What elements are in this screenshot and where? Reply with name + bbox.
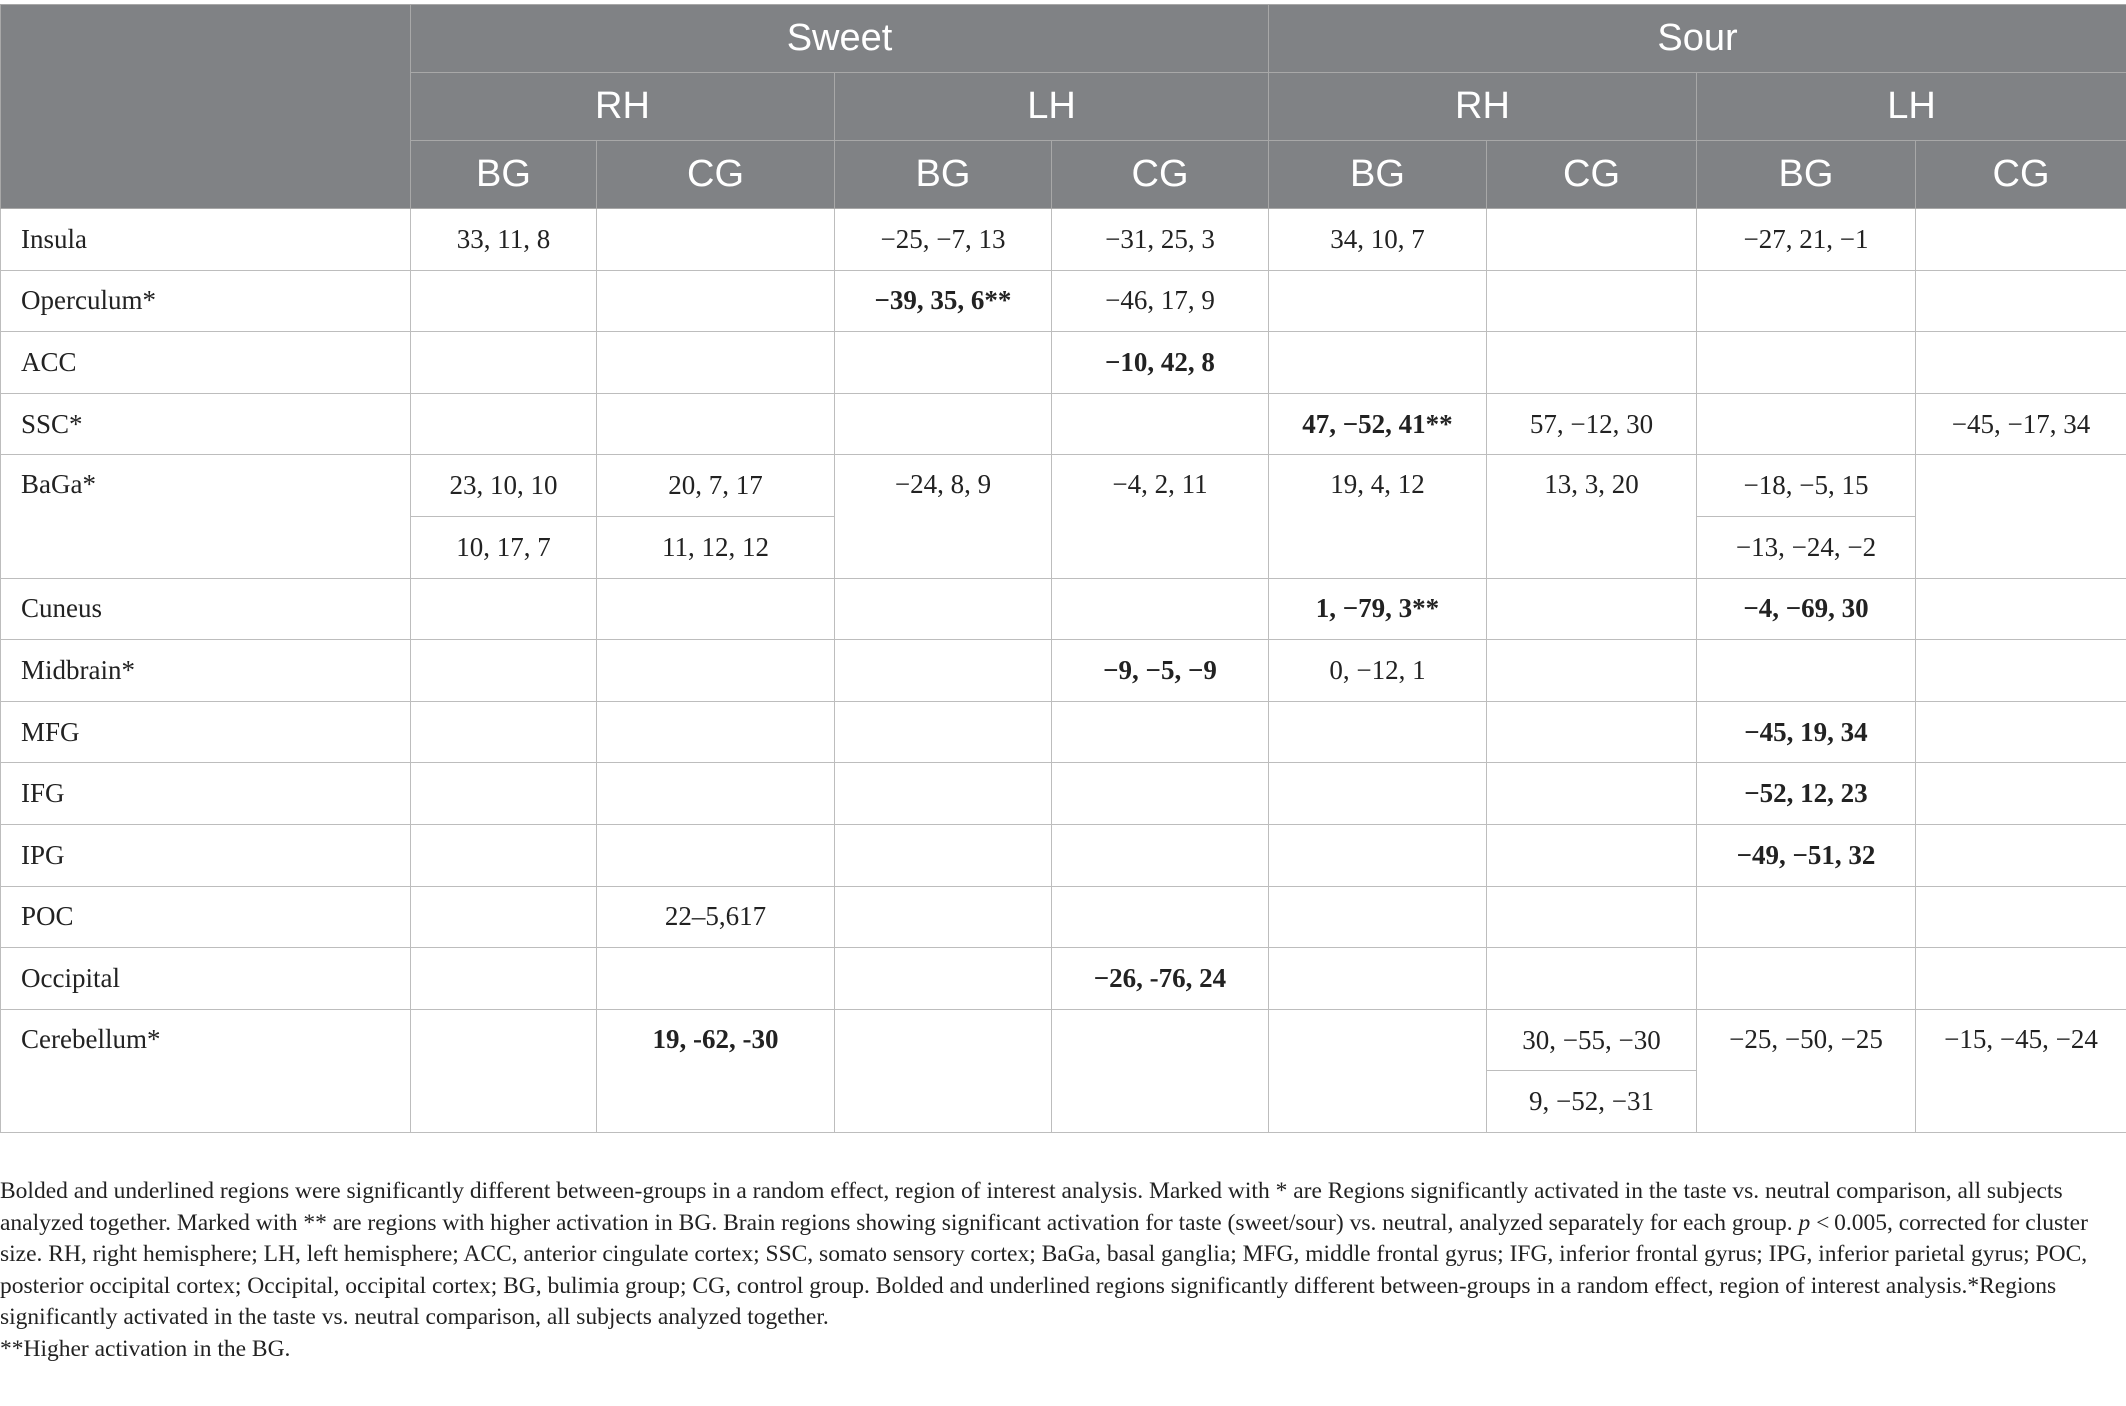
value-cell: [1916, 948, 2126, 1010]
region-cell: IPG: [1, 824, 411, 886]
value-cell: [1052, 393, 1269, 455]
region-cell: Cuneus: [1, 578, 411, 640]
value-cell: [411, 886, 597, 948]
value-cell: [1487, 763, 1697, 825]
value-cell: −46, 17, 9: [1052, 270, 1269, 332]
value-cell: [1269, 763, 1487, 825]
value-cell: [411, 393, 597, 455]
footnote-second: **Higher activation in the BG.: [0, 1335, 291, 1362]
table-footnote: [0, 1176, 2120, 1365]
value-cell: [411, 640, 597, 702]
value-cell: [1487, 701, 1697, 763]
value-cell: [1916, 886, 2126, 948]
value-cell: [1052, 886, 1269, 948]
value-cell: 19, -62, -30: [597, 1009, 835, 1132]
value-cell: [411, 578, 597, 640]
value-cell: [597, 763, 835, 825]
header-hemisphere: RH: [1269, 73, 1697, 141]
header-subgroup: BG: [1269, 141, 1487, 209]
table-body: [1, 209, 2126, 1133]
region-cell: Midbrain*: [1, 640, 411, 702]
value-cell: −4, 2, 11: [1052, 455, 1269, 578]
value-cell: −13, −24, −2: [1697, 516, 1916, 578]
table-row: [1, 763, 2126, 825]
value-cell: [597, 209, 835, 271]
value-cell: [1052, 578, 1269, 640]
value-cell: −27, 21, −1: [1697, 209, 1916, 271]
value-cell: [835, 332, 1052, 394]
table-row: [1, 886, 2126, 948]
region-cell: IFG: [1, 763, 411, 825]
table-row: [1, 701, 2126, 763]
value-cell: [1269, 1009, 1487, 1132]
table-row: [1, 1009, 2126, 1071]
header-subgroup: CG: [1916, 141, 2126, 209]
value-cell: [1269, 824, 1487, 886]
value-cell: [1487, 209, 1697, 271]
value-cell: [1697, 393, 1916, 455]
value-cell: [1487, 578, 1697, 640]
region-cell: ACC: [1, 332, 411, 394]
footnote-text-1: Bolded and underlined regions were significantly different between-groups in a random effect, region of interest analysis. Marked with * are Regions significantly activated in the taste vs. neutral comparison, all subjects analyzed together. Marked with ** are regions with higher activation in BG. Brain regions showing significant activation for taste (sweet/sour) vs. neutral, analyzed separately for each group.: [0, 1178, 2063, 1236]
table-row: [1, 948, 2126, 1010]
value-cell: 23, 10, 10: [411, 455, 597, 517]
value-cell: [1697, 332, 1916, 394]
value-cell: [1916, 701, 2126, 763]
value-cell: [597, 578, 835, 640]
header-hemisphere: LH: [1697, 73, 2126, 141]
footnote-p-symbol: p: [1798, 1209, 1811, 1236]
footnote-text-2: < 0.005, corrected for cluster size. RH, right hemisphere; LH, left hemisphere; ACC, anterior cingulate cortex; SSC, somato sensory cortex; BaGa, basal ganglia; MFG, middle frontal gyrus; IFG, inferior frontal gyrus; IPG, inferior parietal gyrus; POC, posterior occipital cortex; Occipital, occipital cortex; BG, bulimia group; CG, control group. Bolded and underlined regions significantly different between-groups in a random effect, region of interest analysis.*Regions significantly activated in the taste vs. neutral comparison, all subjects analyzed together.: [0, 1209, 2088, 1330]
value-cell: [1052, 701, 1269, 763]
value-cell: −49, −51, 32: [1697, 824, 1916, 886]
value-cell: [597, 948, 835, 1010]
value-cell: 34, 10, 7: [1269, 209, 1487, 271]
table-row: [1, 393, 2126, 455]
value-cell: 33, 11, 8: [411, 209, 597, 271]
header-subgroup: BG: [835, 141, 1052, 209]
value-cell: [1052, 1009, 1269, 1132]
value-cell: −9, −5, −9: [1052, 640, 1269, 702]
value-cell: 1, −79, 3**: [1269, 578, 1487, 640]
value-cell: [1487, 332, 1697, 394]
value-cell: [1916, 455, 2126, 578]
value-cell: [835, 824, 1052, 886]
value-cell: [1916, 763, 2126, 825]
value-cell: [835, 578, 1052, 640]
value-cell: [835, 1009, 1052, 1132]
region-cell: SSC*: [1, 393, 411, 455]
value-cell: [411, 270, 597, 332]
header-subgroup: CG: [1487, 141, 1697, 209]
header-hemisphere: LH: [835, 73, 1269, 141]
value-cell: [597, 332, 835, 394]
value-cell: [1269, 270, 1487, 332]
value-cell: [835, 763, 1052, 825]
value-cell: [597, 640, 835, 702]
value-cell: [1916, 209, 2126, 271]
value-cell: [835, 701, 1052, 763]
value-cell: [835, 640, 1052, 702]
region-cell: Insula: [1, 209, 411, 271]
table-row: [1, 332, 2126, 394]
value-cell: [1697, 640, 1916, 702]
table-row: [1, 640, 2126, 702]
value-cell: [1916, 270, 2126, 332]
value-cell: [1269, 948, 1487, 1010]
value-cell: [1916, 640, 2126, 702]
value-cell: [411, 948, 597, 1010]
header-group-sweet: Sweet: [411, 5, 1269, 73]
value-cell: [411, 824, 597, 886]
value-cell: [1487, 824, 1697, 886]
value-cell: −4, −69, 30: [1697, 578, 1916, 640]
table-row: [1, 270, 2126, 332]
value-cell: [411, 332, 597, 394]
value-cell: −26, -76, 24: [1052, 948, 1269, 1010]
table-row: [1, 578, 2126, 640]
value-cell: [1269, 886, 1487, 948]
table-row: [1, 455, 2126, 517]
value-cell: 13, 3, 20: [1487, 455, 1697, 578]
value-cell: 30, −55, −30: [1487, 1009, 1697, 1071]
value-cell: [1697, 948, 1916, 1010]
region-cell: Occipital: [1, 948, 411, 1010]
value-cell: 11, 12, 12: [597, 516, 835, 578]
region-cell: Cerebellum*: [1, 1009, 411, 1132]
header-hemisphere: RH: [411, 73, 835, 141]
value-cell: −24, 8, 9: [835, 455, 1052, 578]
value-cell: [1916, 824, 2126, 886]
value-cell: [1916, 578, 2126, 640]
footnote-main: [0, 1176, 2120, 1334]
value-cell: −25, −50, −25: [1697, 1009, 1916, 1132]
region-cell: BaGa*: [1, 455, 411, 578]
value-cell: [1487, 270, 1697, 332]
value-cell: −45, −17, 34: [1916, 393, 2126, 455]
table-row: [1, 824, 2126, 886]
value-cell: −39, 35, 6**: [835, 270, 1052, 332]
value-cell: 20, 7, 17: [597, 455, 835, 517]
value-cell: −10, 42, 8: [1052, 332, 1269, 394]
value-cell: [1697, 886, 1916, 948]
value-cell: [1697, 270, 1916, 332]
value-cell: [597, 393, 835, 455]
value-cell: [411, 701, 597, 763]
region-cell: POC: [1, 886, 411, 948]
value-cell: [411, 763, 597, 825]
value-cell: [1269, 332, 1487, 394]
value-cell: [835, 393, 1052, 455]
value-cell: [1916, 332, 2126, 394]
value-cell: −25, −7, 13: [835, 209, 1052, 271]
value-cell: −31, 25, 3: [1052, 209, 1269, 271]
value-cell: [597, 824, 835, 886]
value-cell: 9, −52, −31: [1487, 1071, 1697, 1133]
value-cell: 19, 4, 12: [1269, 455, 1487, 578]
value-cell: [1487, 640, 1697, 702]
value-cell: −52, 12, 23: [1697, 763, 1916, 825]
table-row: [1, 209, 2126, 271]
value-cell: [1052, 824, 1269, 886]
value-cell: 0, −12, 1: [1269, 640, 1487, 702]
region-cell: Operculum*: [1, 270, 411, 332]
header-subgroup: BG: [1697, 141, 1916, 209]
header-subgroup: CG: [1052, 141, 1269, 209]
value-cell: [1052, 763, 1269, 825]
header-corner: [1, 5, 411, 209]
value-cell: [597, 270, 835, 332]
value-cell: [835, 948, 1052, 1010]
value-cell: [411, 1009, 597, 1132]
header-subgroup: CG: [597, 141, 835, 209]
value-cell: [1487, 886, 1697, 948]
value-cell: −45, 19, 34: [1697, 701, 1916, 763]
value-cell: 10, 17, 7: [411, 516, 597, 578]
value-cell: [835, 886, 1052, 948]
value-cell: 57, −12, 30: [1487, 393, 1697, 455]
header-subgroup: BG: [411, 141, 597, 209]
results-table: [0, 4, 2126, 1133]
value-cell: −15, −45, −24: [1916, 1009, 2126, 1132]
value-cell: −18, −5, 15: [1697, 455, 1916, 517]
value-cell: [1487, 948, 1697, 1010]
region-cell: MFG: [1, 701, 411, 763]
value-cell: [597, 701, 835, 763]
header-group-sour: Sour: [1269, 5, 2126, 73]
value-cell: 47, −52, 41**: [1269, 393, 1487, 455]
value-cell: 22–5,617: [597, 886, 835, 948]
value-cell: [1269, 701, 1487, 763]
